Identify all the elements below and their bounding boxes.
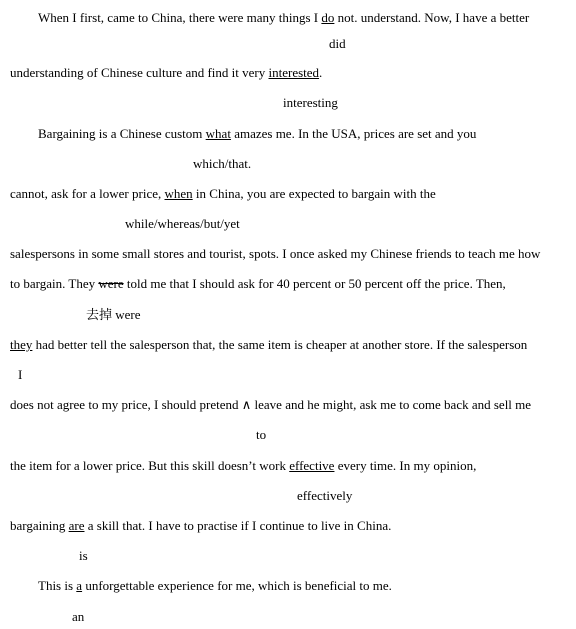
text-line: This is a unforgettable experience for me, which is beneficial to me.	[38, 578, 392, 593]
correction: which/that.	[193, 156, 252, 171]
text-line: to bargain. They were told me that I should ask for 40 percent or 50 percent off the price. Then,	[10, 276, 506, 291]
text-line: cannot, ask for a lower price, when in China, you are expected to bargain with the	[10, 186, 436, 201]
error-word: do	[321, 10, 335, 25]
text-line: salespersons in some small stores and tourist, spots. I once asked my Chinese friends to teach me how	[10, 246, 541, 261]
correction: I	[18, 367, 23, 382]
text-line: bargaining are a skill that. I have to practise if I continue to live in China.	[10, 518, 392, 533]
text-line: they had better tell the salesperson that, the same item is cheaper at another store. If the salesperson	[10, 337, 528, 352]
error-word: when	[164, 186, 193, 201]
correction: 去掉 were	[86, 307, 141, 322]
text-line: the item for a lower price. But this skill doesn’t work effective every time. In my opinion,	[10, 458, 477, 473]
error-word: are	[68, 518, 85, 533]
error-word: they	[10, 337, 33, 352]
text-line: When I first, came to China, there were many things I do not. understand. Now, I have a better	[38, 10, 530, 25]
deleted-word: were	[98, 276, 124, 291]
correction: is	[79, 548, 88, 563]
correction: interesting	[283, 95, 338, 110]
text-line: Bargaining is a Chinese custom what amazes me. In the USA, prices are set and you	[38, 126, 477, 141]
error-word: what	[205, 126, 231, 141]
correction: effectively	[297, 488, 353, 503]
correction: did	[329, 36, 346, 51]
error-word: a	[76, 578, 83, 593]
error-word: interested	[268, 65, 320, 80]
correction: to	[256, 427, 267, 442]
correction: an	[72, 609, 85, 624]
error-word: effective	[289, 458, 335, 473]
correction: while/whereas/but/yet	[125, 216, 240, 231]
text-line: understanding of Chinese culture and find it very interested.	[10, 65, 323, 80]
text-line: does not agree to my price, I should pretend ∧ leave and he might, ask me to come back and sell me	[10, 397, 532, 412]
